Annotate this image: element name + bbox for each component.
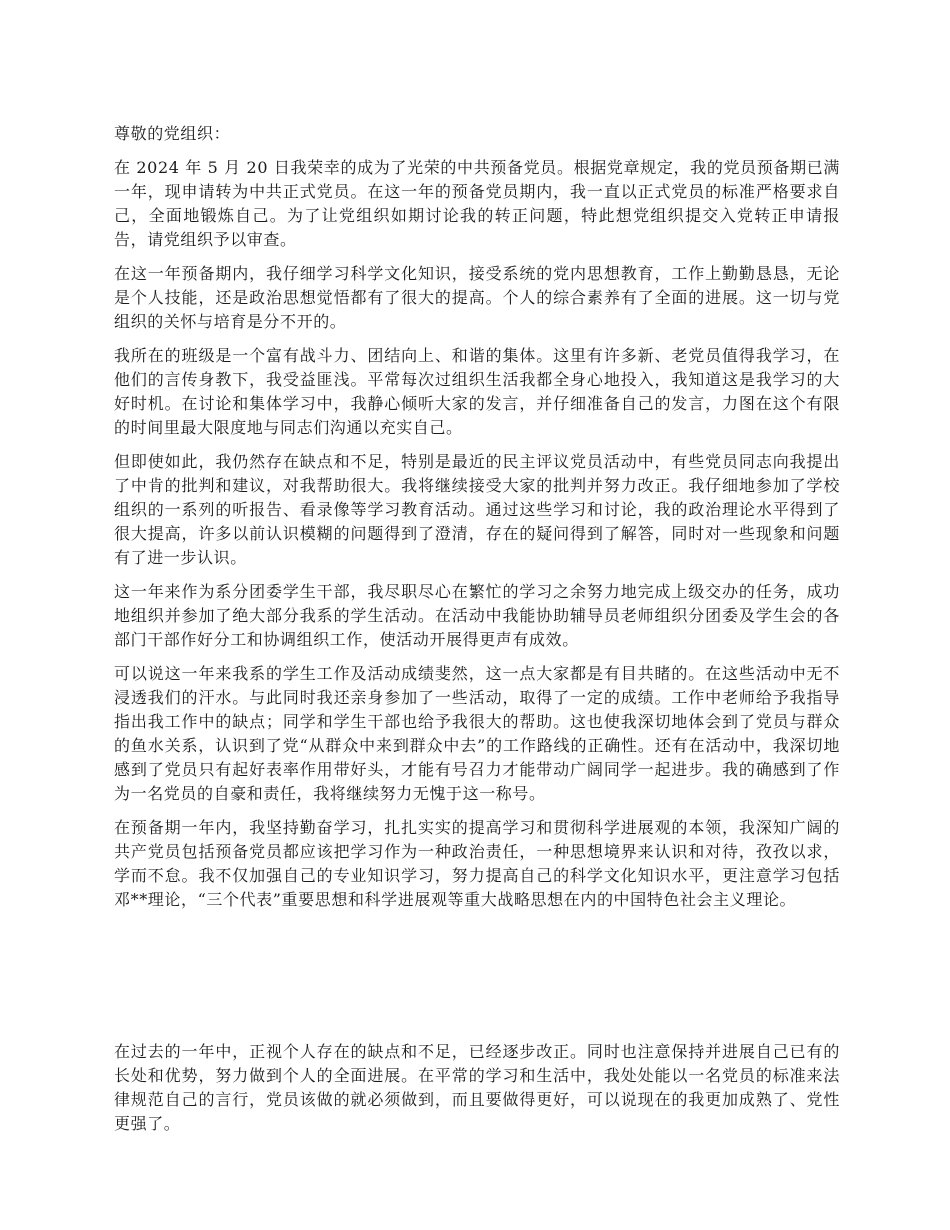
paragraph-6: 可以说这一年来我系的学生工作及活动成绩斐然，这一点大家都是有目共睹的。在这些活动中无不浸透我们的汗水。与此同时我还亲身参加了一些活动，取得了一定的成绩。工作中老师给予我指导指出我工作中的缺点；同学和学生干部也给予我很大的帮助。这也使我深切地体会到了党员与群众的鱼水关系，认识到了党“从群众中来到群众中去”的工作路线的正确性。还有在活动中，我深切地感到了党员只有起好表率作用带好头，才能有号召力才能带动广阔同学一起进步。我的确感到了作为一名党员的自豪和责任，我将继续努力无愧于这一称号。: [114, 664, 840, 803]
paragraph-5: 这一年来作为系分团委学生干部，我尽职尽心在繁忙的学习之余努力地完成上级交办的任务，成功地组织并参加了绝大部分我系的学生活动。在活动中我能协助辅导员老师组织分团委及学生会的各部门干部作好分工和协调组织工作，使活动开展得更声有成效。: [114, 582, 840, 649]
paragraph-1: 在 2024 年 5 月 20 日我荣幸的成为了光荣的中共预备党员。根据党章规定，我的党员预备期已满一年，现申请转为中共正式党员。在这一年的预备党员期内，我一直以正式党员的标准严格要求自己，全面地锻炼自己。为了让党组织如期讨论我的转正问题，特此想党组织提交入党转正申请报告，请党组织予以审查。: [114, 158, 840, 249]
paragraph-7: 在预备期一年内，我坚持勤奋学习，扎扎实实的提高学习和贯彻科学进展观的本领，我深知广阔的共产党员包括预备党员都应该把学习作为一种政治责任，一种思想境界来认识和对待，孜孜以求，学而不怠。我不仅加强自己的专业知识学习，努力提高自己的科学文化知识水平，更注意学习包括邓**理论，“三个代表”重要思想和科学进展观等重大战略思想在内的中国特色社会主义理论。: [114, 818, 840, 909]
paragraph-3: 我所在的班级是一个富有战斗力、团结向上、和谐的集体。这里有许多新、老党员值得我学习，在他们的言传身教下，我受益匪浅。平常每次过组织生活我都全身心地投入，我知道这是我学习的大好时机。在讨论和集体学习中，我静心倾听大家的发言，并仔细准备自己的发言，力图在这个有限的时间里最大限度地与同志们沟通以充实自己。: [114, 346, 840, 437]
paragraph-2: 在这一年预备期内，我仔细学习科学文化知识，接受系统的党内思想教育，工作上勤勤恳恳，无论是个人技能，还是政治思想觉悟都有了很大的提高。个人的综合素养有了全面的进展。这一切与党组织的关怀与培育是分不开的。: [114, 264, 840, 331]
blank-space: [114, 912, 840, 1040]
document-page: [114, 122, 840, 1136]
salutation: 尊敬的党组织：: [114, 124, 231, 143]
paragraph-4: 但即使如此，我仍然存在缺点和不足，特别是最近的民主评议党员活动中，有些党员同志向我提出了中肯的批判和建议，对我帮助很大。我将继续接受大家的批判并努力改正。我仔细地参加了学校组织的一系列的听报告、看录像等学习教育活动。通过这些学习和讨论，我的政治理论水平得到了很大提高，许多以前认识模糊的问题得到了澄清，存在的疑问得到了解答，同时对一些现象和问题有了进一步认识。: [114, 452, 840, 567]
paragraph-8: 在过去的一年中，正视个人存在的缺点和不足，已经逐步改正。同时也注意保持并进展自己已有的长处和优势，努力做到个人的全面进展。在平常的学习和生活中，我处处能以一名党员的标准来法律规范自己的言行，党员该做的就必须做到，而且要做得更好，可以说现在的我更加成熟了、党性更强了。: [114, 1042, 840, 1133]
